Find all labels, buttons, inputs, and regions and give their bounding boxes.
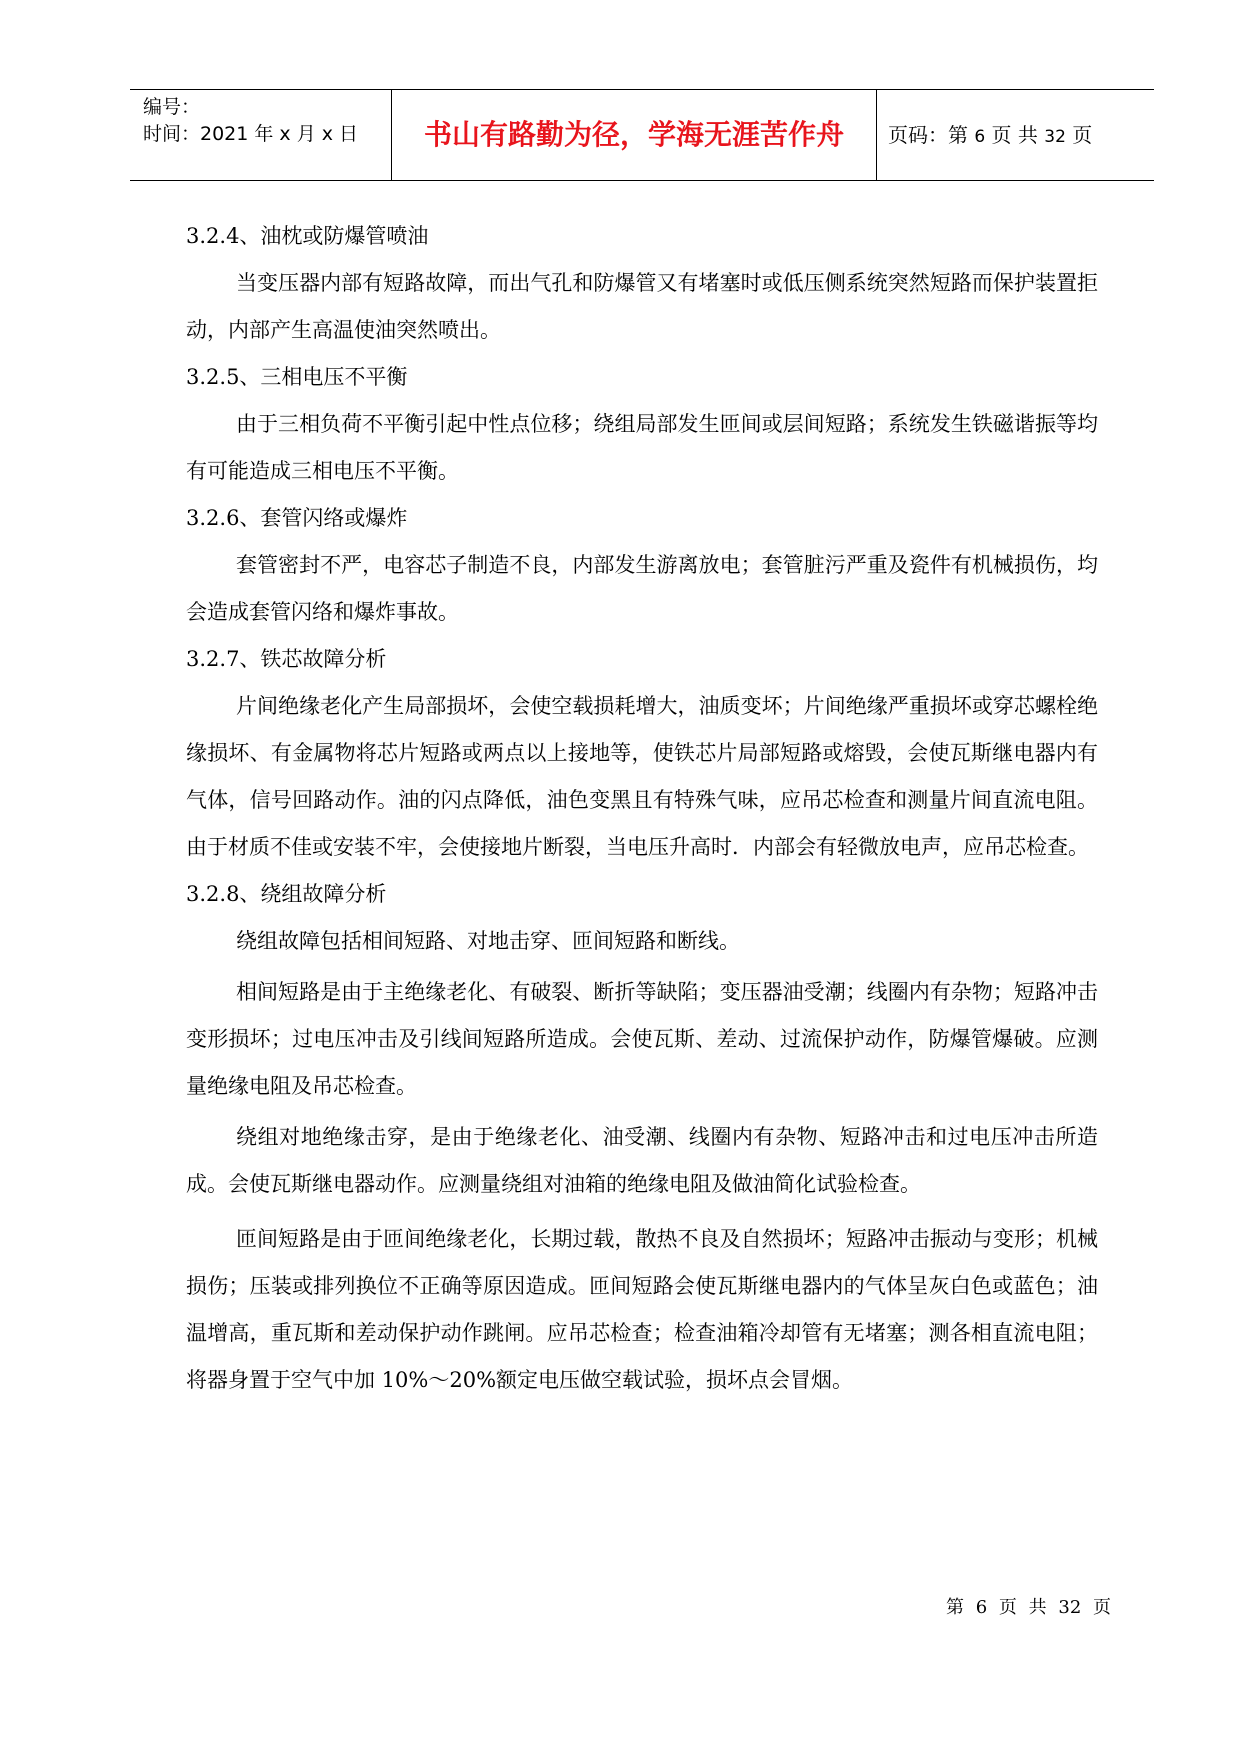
footer-page-current: 6 (975, 1597, 988, 1618)
header-page-number (888, 90, 1092, 180)
paragraph: 绕组对地绝缘击穿，是由于绝缘老化、油受潮、线圈内有杂物、短路冲击和过电压冲击所造成。会使瓦斯继电器动作。应测量绕组对油箱的绝缘电阻及做油简化试验检查。 (186, 1125, 1098, 1196)
paragraph: 套管密封不严，电容芯子制造不良，内部发生游离放电；套管脏污严重及瓷件有机械损伤，均会造成套管闪络和爆炸事故。 (186, 553, 1098, 624)
header-meta (143, 94, 393, 148)
footer-page-prefix: 第 (946, 1597, 964, 1618)
footer-page-middle: 页 共 (998, 1597, 1047, 1618)
header-page-prefix: 页码：第 (888, 123, 968, 147)
header-page-suffix: 页 (1072, 123, 1093, 147)
paragraph: 绕组故障包括相间短路、对地击穿、匝间短路和断线。 (236, 929, 740, 953)
document-body (186, 213, 1098, 1404)
section-heading-3-2-6: 3.2.6、套管闪络或爆炸 (186, 506, 408, 530)
footer-page-suffix: 页 (1093, 1597, 1112, 1618)
page-header (130, 89, 1154, 181)
section-heading-3-2-8: 3.2.8、绕组故障分析 (186, 882, 387, 906)
paragraph: 相间短路是由于主绝缘老化、有破裂、断折等缺陷；变压器油受潮；线圈内有杂物；短路冲击变形损坏；过电压冲击及引线间短路所造成。会使瓦斯、差动、过流保护动作，防爆管爆破。应测量绝缘电阻及吊芯检查。 (186, 980, 1098, 1098)
document-number-label: 编号： (143, 96, 201, 118)
paragraph: 匝间短路是由于匝间绝缘老化，长期过载，散热不良及自然损坏；短路冲击振动与变形；机械损伤；压装或排列换位不正确等原因造成。匝间短路会使瓦斯继电器内的气体呈灰白色或蓝色；油温增高，重瓦斯和差动保护动作跳闸。应吊芯检查；检查油箱冷却管有无堵塞；测各相直流电阻；将器身置于空气中加 10%～20%额定电压做空载试验，损坏点会冒烟。 (186, 1227, 1098, 1392)
document-time-label: 时间：2021 年 x 月 x 日 (143, 123, 359, 145)
paragraph: 当变压器内部有短路故障，而出气孔和防爆管又有堵塞时或低压侧系统突然短路而保护装置拒动，内部产生高温使油突然喷出。 (186, 271, 1098, 342)
header-page-total: 32 (1044, 127, 1066, 147)
section-heading-3-2-4: 3.2.4、油枕或防爆管喷油 (186, 224, 429, 248)
section-heading-3-2-7: 3.2.7、铁芯故障分析 (186, 647, 387, 671)
header-page-current: 6 (974, 127, 986, 147)
paragraph: 由于三相负荷不平衡引起中性点位移；绕组局部发生匝间或层间短路；系统发生铁磁谐振等均有可能造成三相电压不平衡。 (186, 412, 1098, 483)
header-divider-right (876, 90, 877, 180)
footer-page-total: 32 (1058, 1597, 1082, 1618)
header-motto: 书山有路勤为径，学海无涯苦作舟 (423, 118, 844, 151)
section-heading-3-2-5: 3.2.5、三相电压不平衡 (186, 365, 408, 389)
header-page-middle: 页 共 (991, 123, 1038, 147)
paragraph: 片间绝缘老化产生局部损坏，会使空载损耗增大，油质变坏；片间绝缘严重损坏或穿芯螺栓绝缘损坏、有金属物将芯片短路或两点以上接地等，使铁芯片局部短路或熔毁，会使瓦斯继电器内有气体，信号回路动作。油的闪点降低，油色变黑且有特殊气味，应吊芯检查和测量片间直流电阻。由于材质不佳或安装不牢，会使接地片断裂，当电压升高时．内部会有轻微放电声，应吊芯检查。 (186, 694, 1098, 859)
page-footer (946, 1593, 1111, 1619)
